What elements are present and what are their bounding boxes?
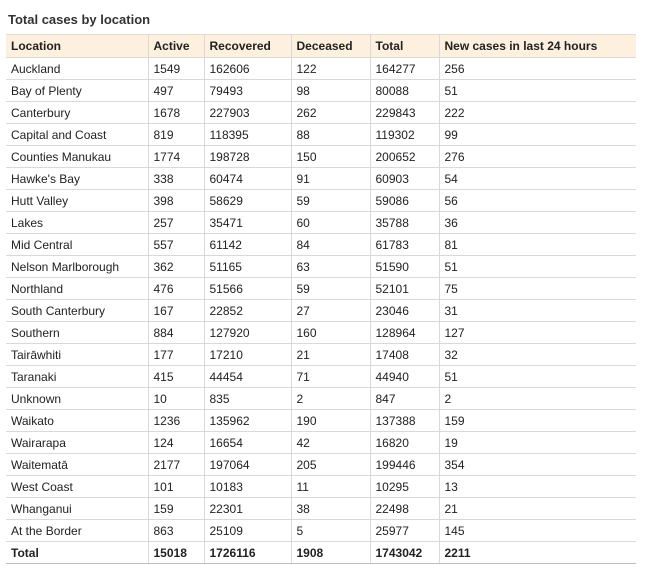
cell-deceased: 21 — [291, 344, 370, 366]
cell-new-cases: 222 — [439, 102, 636, 124]
cell-recovered: 51566 — [204, 278, 291, 300]
cell-active: 863 — [148, 520, 204, 542]
cell-recovered: 22852 — [204, 300, 291, 322]
cell-active: 819 — [148, 124, 204, 146]
cell-new-cases: 159 — [439, 410, 636, 432]
cell-location: Bay of Plenty — [6, 80, 148, 102]
cell-deceased: 63 — [291, 256, 370, 278]
cell-deceased: 42 — [291, 432, 370, 454]
cell-recovered: 58629 — [204, 190, 291, 212]
cell-location: South Canterbury — [6, 300, 148, 322]
cell-location: Nelson Marlborough — [6, 256, 148, 278]
cell-total: 52101 — [370, 278, 439, 300]
cell-location: Capital and Coast — [6, 124, 148, 146]
cell-recovered: 79493 — [204, 80, 291, 102]
cell-deceased: 91 — [291, 168, 370, 190]
cell-deceased: 122 — [291, 58, 370, 80]
column-header-recovered: Recovered — [204, 35, 291, 58]
cell-recovered: 35471 — [204, 212, 291, 234]
cell-active: 167 — [148, 300, 204, 322]
cell-new-cases: 2 — [439, 388, 636, 410]
cell-active: 124 — [148, 432, 204, 454]
cell-total: 51590 — [370, 256, 439, 278]
cell-total: 35788 — [370, 212, 439, 234]
cell-recovered: 61142 — [204, 234, 291, 256]
cell-location: Unknown — [6, 388, 148, 410]
table-row — [6, 102, 636, 124]
cases-table — [6, 34, 636, 564]
table-body — [6, 58, 636, 564]
cell-new-cases: 13 — [439, 476, 636, 498]
cell-deceased: 262 — [291, 102, 370, 124]
total-cell-recovered: 1726116 — [204, 542, 291, 564]
cell-location: Counties Manukau — [6, 146, 148, 168]
cell-location: Hawke's Bay — [6, 168, 148, 190]
cell-active: 476 — [148, 278, 204, 300]
cell-recovered: 227903 — [204, 102, 291, 124]
cell-location: Waitematā — [6, 454, 148, 476]
cell-location: Mid Central — [6, 234, 148, 256]
cell-active: 398 — [148, 190, 204, 212]
column-header-active: Active — [148, 35, 204, 58]
cell-recovered: 162606 — [204, 58, 291, 80]
cell-active: 1678 — [148, 102, 204, 124]
column-header-location: Location — [6, 35, 148, 58]
cell-active: 101 — [148, 476, 204, 498]
cell-new-cases: 99 — [439, 124, 636, 146]
cell-new-cases: 354 — [439, 454, 636, 476]
cell-recovered: 44454 — [204, 366, 291, 388]
cell-recovered: 22301 — [204, 498, 291, 520]
cell-new-cases: 81 — [439, 234, 636, 256]
cell-location: Northland — [6, 278, 148, 300]
cell-deceased: 2 — [291, 388, 370, 410]
cell-active: 10 — [148, 388, 204, 410]
cell-active: 338 — [148, 168, 204, 190]
cell-active: 257 — [148, 212, 204, 234]
column-header-new-cases: New cases in last 24 hours — [439, 35, 636, 58]
cell-new-cases: 21 — [439, 498, 636, 520]
cell-location: Tairāwhiti — [6, 344, 148, 366]
cell-new-cases: 32 — [439, 344, 636, 366]
table-title: Total cases by location — [8, 12, 151, 27]
cell-total: 10295 — [370, 476, 439, 498]
table-row — [6, 234, 636, 256]
cell-active: 2177 — [148, 454, 204, 476]
cell-deceased: 60 — [291, 212, 370, 234]
cell-deceased: 88 — [291, 124, 370, 146]
table-row — [6, 366, 636, 388]
cell-recovered: 135962 — [204, 410, 291, 432]
cell-new-cases: 19 — [439, 432, 636, 454]
cell-recovered: 16654 — [204, 432, 291, 454]
cell-recovered: 118395 — [204, 124, 291, 146]
cell-deceased: 160 — [291, 322, 370, 344]
cell-deceased: 98 — [291, 80, 370, 102]
cell-location: West Coast — [6, 476, 148, 498]
table-row — [6, 520, 636, 542]
cell-recovered: 51165 — [204, 256, 291, 278]
cell-deceased: 38 — [291, 498, 370, 520]
cell-total: 59086 — [370, 190, 439, 212]
cell-deceased: 205 — [291, 454, 370, 476]
cell-active: 415 — [148, 366, 204, 388]
table-row — [6, 190, 636, 212]
cell-recovered: 127920 — [204, 322, 291, 344]
cell-total: 60903 — [370, 168, 439, 190]
cell-deceased: 190 — [291, 410, 370, 432]
cell-total: 44940 — [370, 366, 439, 388]
cell-new-cases: 51 — [439, 366, 636, 388]
cell-total: 22498 — [370, 498, 439, 520]
total-row — [6, 542, 636, 564]
cell-new-cases: 36 — [439, 212, 636, 234]
cell-recovered: 835 — [204, 388, 291, 410]
cell-total: 229843 — [370, 102, 439, 124]
cell-active: 497 — [148, 80, 204, 102]
table-row — [6, 278, 636, 300]
table-row — [6, 256, 636, 278]
total-cell-total: 1743042 — [370, 542, 439, 564]
cell-new-cases: 54 — [439, 168, 636, 190]
cell-recovered: 17210 — [204, 344, 291, 366]
cell-recovered: 10183 — [204, 476, 291, 498]
cell-deceased: 5 — [291, 520, 370, 542]
cell-deceased: 150 — [291, 146, 370, 168]
cell-new-cases: 56 — [439, 190, 636, 212]
cell-recovered: 25109 — [204, 520, 291, 542]
column-header-total: Total — [370, 35, 439, 58]
cell-location: Lakes — [6, 212, 148, 234]
cell-deceased: 71 — [291, 366, 370, 388]
table-row — [6, 454, 636, 476]
total-cell-deceased: 1908 — [291, 542, 370, 564]
cell-total: 847 — [370, 388, 439, 410]
cell-total: 80088 — [370, 80, 439, 102]
cell-recovered: 198728 — [204, 146, 291, 168]
cell-total: 137388 — [370, 410, 439, 432]
cell-total: 16820 — [370, 432, 439, 454]
table-row — [6, 344, 636, 366]
total-cell-active: 15018 — [148, 542, 204, 564]
total-cell-new-cases: 2211 — [439, 542, 636, 564]
cell-total: 119302 — [370, 124, 439, 146]
cell-deceased: 59 — [291, 190, 370, 212]
cell-new-cases: 145 — [439, 520, 636, 542]
cell-total: 17408 — [370, 344, 439, 366]
table-row — [6, 410, 636, 432]
table-row — [6, 212, 636, 234]
cell-location: Hutt Valley — [6, 190, 148, 212]
cell-deceased: 84 — [291, 234, 370, 256]
cell-new-cases: 75 — [439, 278, 636, 300]
cell-active: 177 — [148, 344, 204, 366]
cell-total: 25977 — [370, 520, 439, 542]
cell-active: 1549 — [148, 58, 204, 80]
cell-deceased: 11 — [291, 476, 370, 498]
cell-active: 159 — [148, 498, 204, 520]
cell-new-cases: 51 — [439, 80, 636, 102]
cell-total: 200652 — [370, 146, 439, 168]
column-header-deceased: Deceased — [291, 35, 370, 58]
table-row — [6, 388, 636, 410]
cell-active: 884 — [148, 322, 204, 344]
cell-total: 199446 — [370, 454, 439, 476]
cell-deceased: 27 — [291, 300, 370, 322]
table-row — [6, 124, 636, 146]
table-row — [6, 498, 636, 520]
cell-total: 23046 — [370, 300, 439, 322]
cell-active: 1774 — [148, 146, 204, 168]
cell-location: Taranaki — [6, 366, 148, 388]
cell-total: 61783 — [370, 234, 439, 256]
total-cell-location: Total — [6, 542, 148, 564]
table-row — [6, 300, 636, 322]
cell-location: Southern — [6, 322, 148, 344]
table-row — [6, 80, 636, 102]
cell-location: Auckland — [6, 58, 148, 80]
cell-deceased: 59 — [291, 278, 370, 300]
table-row — [6, 168, 636, 190]
cell-location: Waikato — [6, 410, 148, 432]
cell-new-cases: 127 — [439, 322, 636, 344]
cell-recovered: 60474 — [204, 168, 291, 190]
cell-new-cases: 276 — [439, 146, 636, 168]
cell-new-cases: 31 — [439, 300, 636, 322]
table-header-row — [6, 35, 636, 58]
cell-total: 164277 — [370, 58, 439, 80]
table-row — [6, 432, 636, 454]
cell-active: 1236 — [148, 410, 204, 432]
cell-location: Canterbury — [6, 102, 148, 124]
table-row — [6, 322, 636, 344]
cell-location: Whanganui — [6, 498, 148, 520]
cell-total: 128964 — [370, 322, 439, 344]
cell-active: 557 — [148, 234, 204, 256]
table-row — [6, 146, 636, 168]
cell-location: At the Border — [6, 520, 148, 542]
cell-location: Wairarapa — [6, 432, 148, 454]
cell-new-cases: 51 — [439, 256, 636, 278]
table-row — [6, 476, 636, 498]
cell-recovered: 197064 — [204, 454, 291, 476]
cell-active: 362 — [148, 256, 204, 278]
cell-new-cases: 256 — [439, 58, 636, 80]
table-row — [6, 58, 636, 80]
